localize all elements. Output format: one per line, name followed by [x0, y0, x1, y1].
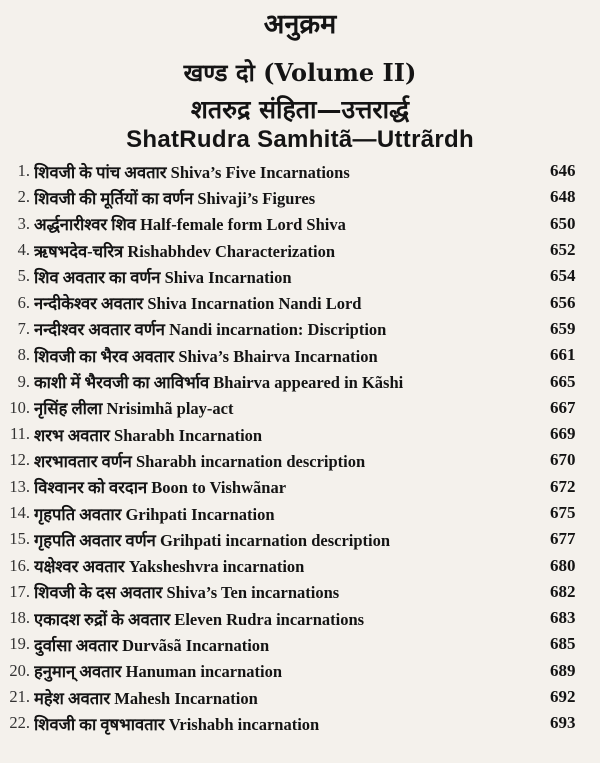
entry-number: 11.: [9, 424, 30, 444]
toc-entry: [0, 316, 600, 342]
entry-title: काशी में भैरवजी का आविर्भाव Bhairva appeared in Kãshi: [34, 373, 404, 393]
entry-title: यक्षेश्वर अवतार Yaksheshvra incarnation: [34, 557, 305, 577]
entry-title: गृहपति अवतार वर्णन Grihpati incarnation description: [34, 530, 391, 550]
entry-page: 682: [550, 581, 576, 601]
subtitle-english: ShatRudra Samhitã—Uttrãrdh: [126, 126, 474, 153]
entry-title: महेश अवतार Mahesh Incarnation: [34, 688, 258, 708]
entry-number: 16.: [9, 555, 30, 575]
toc-entry: [0, 158, 600, 184]
toc-entry: [0, 474, 600, 500]
entry-page: 646: [550, 161, 576, 181]
entry-number: 19.: [9, 634, 30, 654]
entry-page: 654: [550, 266, 576, 286]
entry-number: 5.: [17, 266, 30, 286]
entry-page: 672: [550, 476, 576, 496]
entry-number: 20.: [9, 660, 30, 680]
entry-number: 17.: [9, 581, 30, 601]
toc-entry: [0, 342, 600, 368]
toc-entry: [0, 421, 600, 447]
entry-page: 677: [550, 529, 576, 549]
entry-title: विश्वानर को वरदान Boon to Vishwãnar: [34, 478, 287, 498]
entry-number: 1.: [17, 161, 30, 181]
entry-number: 9.: [17, 371, 30, 391]
page-title: अनुक्रम: [263, 9, 337, 40]
toc-entry: [0, 211, 600, 237]
subtitle-hindi: शतरुद्र संहिता—उत्तरार्द्ध: [190, 95, 410, 124]
toc-entry: [0, 395, 600, 421]
entry-number: 12.: [9, 450, 30, 470]
entry-title: शरभावतार वर्णन Sharabh incarnation description: [34, 451, 366, 471]
entry-title: शिवजी के पांच अवतार Shiva’s Five Incarnations: [34, 162, 350, 182]
entry-title: शिव अवतार का वर्णन Shiva Incarnation: [34, 267, 292, 287]
entry-page: 685: [550, 634, 576, 654]
entry-page: 669: [550, 424, 576, 444]
entry-number: 21.: [9, 687, 30, 707]
entry-title: शिवजी की मूर्तियों का वर्णन Shivaji’s Figures: [34, 188, 316, 208]
entry-number: 4.: [17, 240, 30, 260]
entry-number: 22.: [9, 713, 30, 733]
entry-title: नृसिंह लीला Nrisimhã play-act: [34, 399, 234, 419]
entry-page: 650: [550, 213, 576, 233]
entry-number: 13.: [9, 476, 30, 496]
toc-entry: [0, 289, 600, 315]
entry-title: नन्दीश्वर अवतार वर्णन Nandi incarnation: Discription: [34, 320, 387, 340]
entry-page: 652: [550, 240, 576, 260]
toc-entry: [0, 710, 600, 736]
entry-page: 648: [550, 187, 576, 207]
entry-number: 6.: [17, 292, 30, 312]
entry-number: 2.: [17, 187, 30, 207]
entry-number: 10.: [9, 397, 30, 417]
toc-entry: [0, 263, 600, 289]
entry-page: 689: [550, 660, 576, 680]
entry-page: 692: [550, 687, 576, 707]
entry-title: हनुमान् अवतार Hanuman incarnation: [34, 662, 282, 682]
entry-title: गृहपति अवतार Grihpati Incarnation: [34, 504, 275, 524]
volume-heading: खण्ड दो (Volume II): [183, 58, 417, 87]
entry-page: 675: [550, 503, 576, 522]
entry-title: शिवजी का भैरव अवतार Shiva’s Bhairva Incarnation: [34, 346, 378, 366]
entry-page: 659: [550, 318, 576, 338]
entry-title: अर्द्धनारीश्वर शिव Half-female form Lord Shiva: [34, 215, 346, 235]
toc-entry: [0, 526, 600, 552]
toc-entry: [0, 184, 600, 210]
entry-title: शरभ अवतार Sharabh Incarnation: [34, 425, 263, 445]
entry-title: शिवजी का वृषभावतार Vrishabh incarnation: [34, 714, 320, 734]
entry-title: एकादश रुद्रों के अवतार Eleven Rudra incarnations: [34, 609, 365, 629]
toc-entry: [0, 500, 600, 526]
entry-page: 667: [550, 397, 576, 417]
entry-page: 661: [550, 345, 576, 365]
entry-page: 656: [550, 292, 576, 312]
toc-list: [0, 158, 600, 737]
entry-title: ऋषभदेव-चरित्र Rishabhdev Characterization: [34, 241, 335, 261]
entry-title: दुर्वासा अवतार Durvãsã Incarnation: [34, 635, 270, 655]
toc-entry: [0, 237, 600, 263]
entry-title: नन्दीकेश्वर अवतार Shiva Incarnation Nandi Lord: [34, 294, 362, 314]
toc-entry: [0, 684, 600, 710]
entry-number: 7.: [17, 318, 30, 338]
toc-entry: [0, 658, 600, 684]
entry-page: 680: [550, 555, 576, 575]
entry-page: 683: [550, 608, 576, 628]
toc-entry: [0, 552, 600, 578]
entry-number: 8.: [17, 345, 30, 365]
toc-entry: [0, 631, 600, 657]
entry-number: 14.: [9, 503, 30, 522]
toc-entry: [0, 447, 600, 473]
entry-number: 18.: [9, 608, 30, 628]
entry-number: 3.: [17, 213, 30, 233]
entry-page: 693: [550, 713, 576, 733]
entry-page: 670: [550, 450, 576, 470]
entry-number: 15.: [9, 529, 30, 549]
toc-entry: [0, 579, 600, 605]
toc-entry: [0, 605, 600, 631]
toc-entry: [0, 368, 600, 394]
entry-page: 665: [550, 371, 576, 391]
entry-title: शिवजी के दस अवतार Shiva’s Ten incarnations: [34, 583, 340, 603]
